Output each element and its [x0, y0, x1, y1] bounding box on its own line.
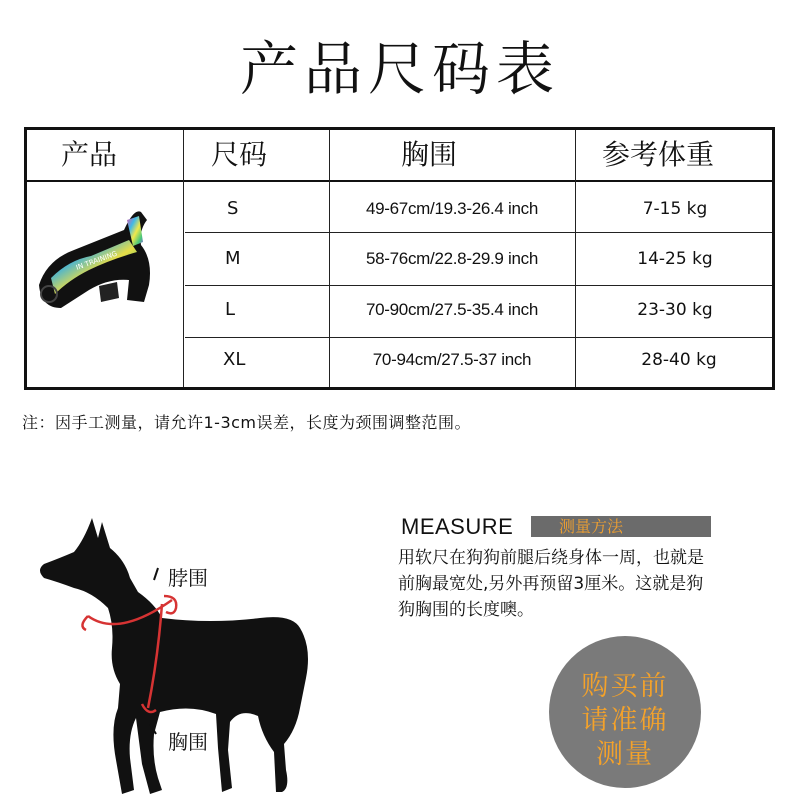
harness-label: IN TRAINING	[74, 249, 119, 272]
dog-silhouette	[30, 508, 320, 800]
badge-line: 请准确	[581, 705, 669, 736]
size-cell: M	[225, 248, 241, 269]
instruction-line: 用软尺在狗狗前腿后绕身体一周，也就是	[398, 548, 704, 568]
page-title: 产品尺码表	[239, 35, 560, 103]
measure-method-label: 测量方法	[559, 517, 624, 536]
badge-line: 购买前	[581, 671, 669, 702]
measure-reminder-badge	[549, 636, 701, 788]
size-cell: S	[227, 198, 239, 219]
measure-method-bar	[531, 516, 711, 537]
measure-title: MEASURE	[401, 514, 514, 539]
column-divider	[183, 130, 184, 387]
size-table	[24, 127, 775, 390]
weight-cell: 23-30 kg	[637, 300, 713, 320]
header-product: 产品	[61, 138, 118, 171]
header-size: 尺码	[211, 138, 268, 171]
weight-cell: 14-25 kg	[637, 249, 713, 269]
weight-cell: 7-15 kg	[642, 199, 708, 219]
weight-cell: 28-40 kg	[641, 350, 717, 370]
measurement-note: 注：因手工测量，请允许1-3cm误差，长度为颈围调整范围。	[22, 413, 472, 432]
harness-image	[29, 190, 179, 340]
neck-label: 脖围	[168, 566, 208, 590]
header-weight: 参考体重	[602, 138, 715, 171]
measure-instructions	[398, 545, 778, 623]
chest-cell: 49-67cm/19.3-26.4 inch	[365, 199, 538, 218]
badge-line: 测量	[596, 739, 654, 770]
chest-cell: 70-90cm/27.5-35.4 inch	[365, 300, 538, 319]
chest-label: 胸围	[168, 730, 208, 754]
size-cell: L	[225, 299, 236, 320]
header-chest: 胸围	[401, 138, 458, 171]
size-cell: XL	[223, 349, 246, 370]
instruction-line: 狗胸围的长度噢。	[398, 600, 534, 620]
chest-cell: 70-94cm/27.5-37 inch	[372, 350, 532, 369]
instruction-line: 前胸最宽处,另外再预留3厘米。这就是狗	[398, 574, 704, 594]
header-divider	[27, 180, 772, 182]
chest-cell: 58-76cm/22.8-29.9 inch	[365, 249, 538, 268]
